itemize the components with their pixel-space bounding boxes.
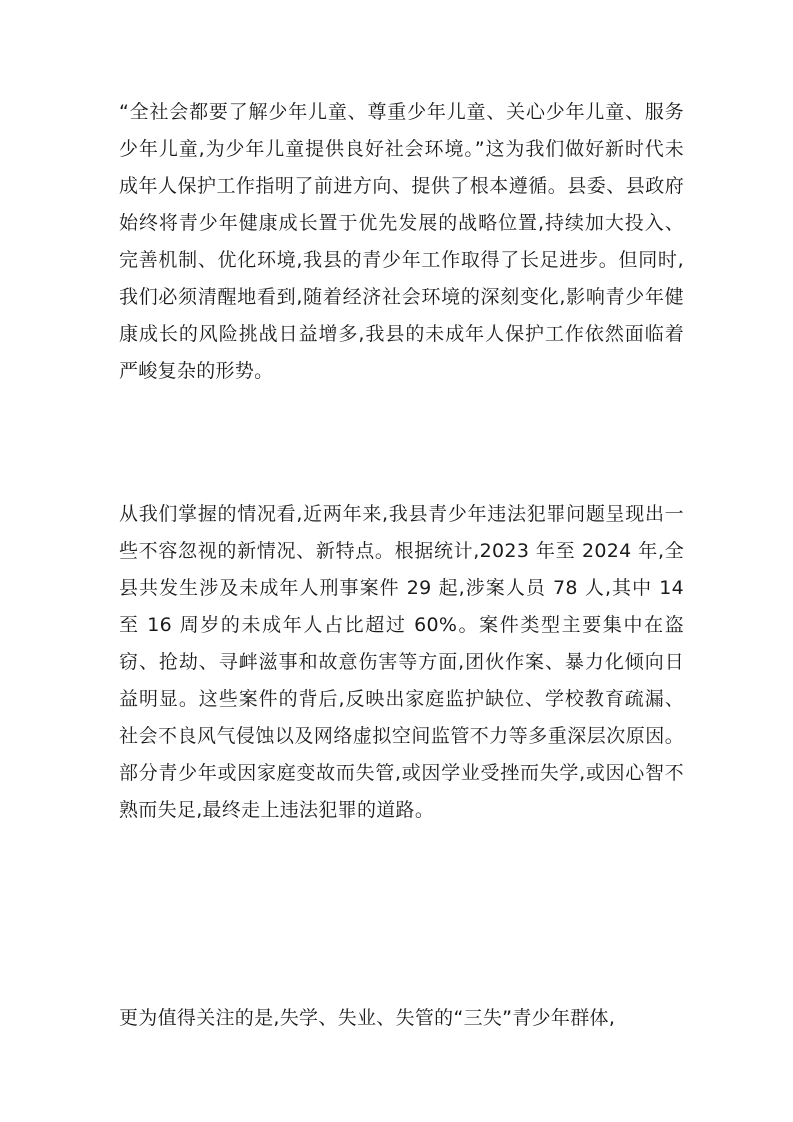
paragraph-1: “全社会都要了解少年儿童、尊重少年儿童、关心少年儿童、服务少年儿童,为少年儿童提供良好社会环境。”这为我们做好新时代未成年人保护工作指明了前进方向、提供了根本遵循。县委、县政府始终将青少年健康成长置于优先发展的战略位置,持续加大投入、完善机制、优化环境,我县的青少年工作取得了长足进步。但同时,我们必须清醒地看到,随着经济社会环境的深刻变化,影响青少年健康成长的风险挑战日益增多,我县的未成年人保护工作依然面临着严峻复杂的形势。 [119,101,684,382]
paragraph-2: 从我们掌握的情况看,近两年来,我县青少年违法犯罪问题呈现出一些不容忽视的新情况、新特点。根据统计,2023 年至 2024 年,全县共发生涉及未成年人刑事案件 29 起,涉案人员 78 人,其中 14 至 16 周岁的未成年人占比超过 60%。案件类型主要集中在盗窃、抢劫、寻衅滋事和故意伤害等方面,团伙作案、暴力化倾向日益明显。这些案件的背后,反映出家庭监护缺位、学校教育疏漏、社会不良风气侵蚀以及网络虚拟空间监管不力等多重深层次原因。部分青少年或因家庭变故而失管,或因学业受挫而失学,或因心智不熟而失足,最终走上违法犯罪的道路。 [119,503,684,821]
paragraph-3: 更为值得关注的是,失学、失业、失管的“三失”青少年群体, [119,1007,616,1029]
